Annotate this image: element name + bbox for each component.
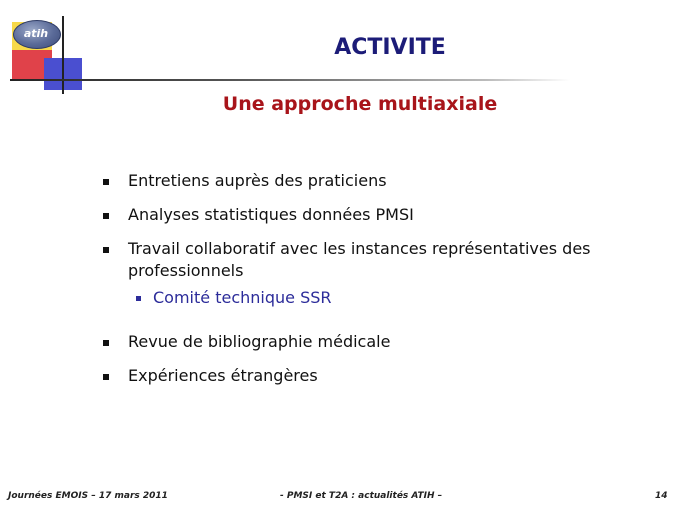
- bullet-item: [103, 170, 643, 192]
- slide-title: ACTIVITE: [334, 35, 446, 60]
- bullet-text: Expériences étrangères: [128, 366, 318, 385]
- bullet-item: [103, 204, 643, 226]
- sub-bullet-item: [136, 287, 643, 309]
- bullet-text: Entretiens auprès des praticiens: [128, 171, 387, 190]
- page-number: 14: [655, 491, 668, 501]
- atih-logo-mark: [22, 23, 50, 43]
- bullet-square-icon: [103, 247, 109, 253]
- decor-vertical-line: [62, 16, 64, 94]
- bullet-item: [103, 331, 643, 353]
- footer-event: Journées EMOIS – 17 mars 2011: [8, 491, 168, 501]
- sub-bullet-text: Comité technique SSR: [153, 288, 332, 307]
- slide-subtitle: Une approche multiaxiale: [222, 93, 498, 115]
- bullet-list: [103, 170, 643, 387]
- footer-topic: - PMSI et T2A : actualités ATIH –: [280, 491, 443, 501]
- logo-text: atih: [23, 27, 49, 40]
- bullet-square-icon: [103, 340, 109, 346]
- bullet-square-icon: [103, 179, 109, 185]
- bullet-text: Analyses statistiques données PMSI: [128, 205, 414, 224]
- bullet-square-icon: [103, 374, 109, 380]
- sub-bullet-square-icon: [136, 296, 141, 301]
- header-rule: [10, 79, 570, 81]
- bullet-text: Travail collaboratif avec les instances représentatives des professionnels: [128, 239, 591, 280]
- header-decoration: [0, 0, 100, 100]
- bullet-item: [103, 365, 643, 387]
- bullet-square-icon: [103, 213, 109, 219]
- bullet-text: Revue de bibliographie médicale: [128, 332, 391, 351]
- bullet-item: [103, 238, 643, 309]
